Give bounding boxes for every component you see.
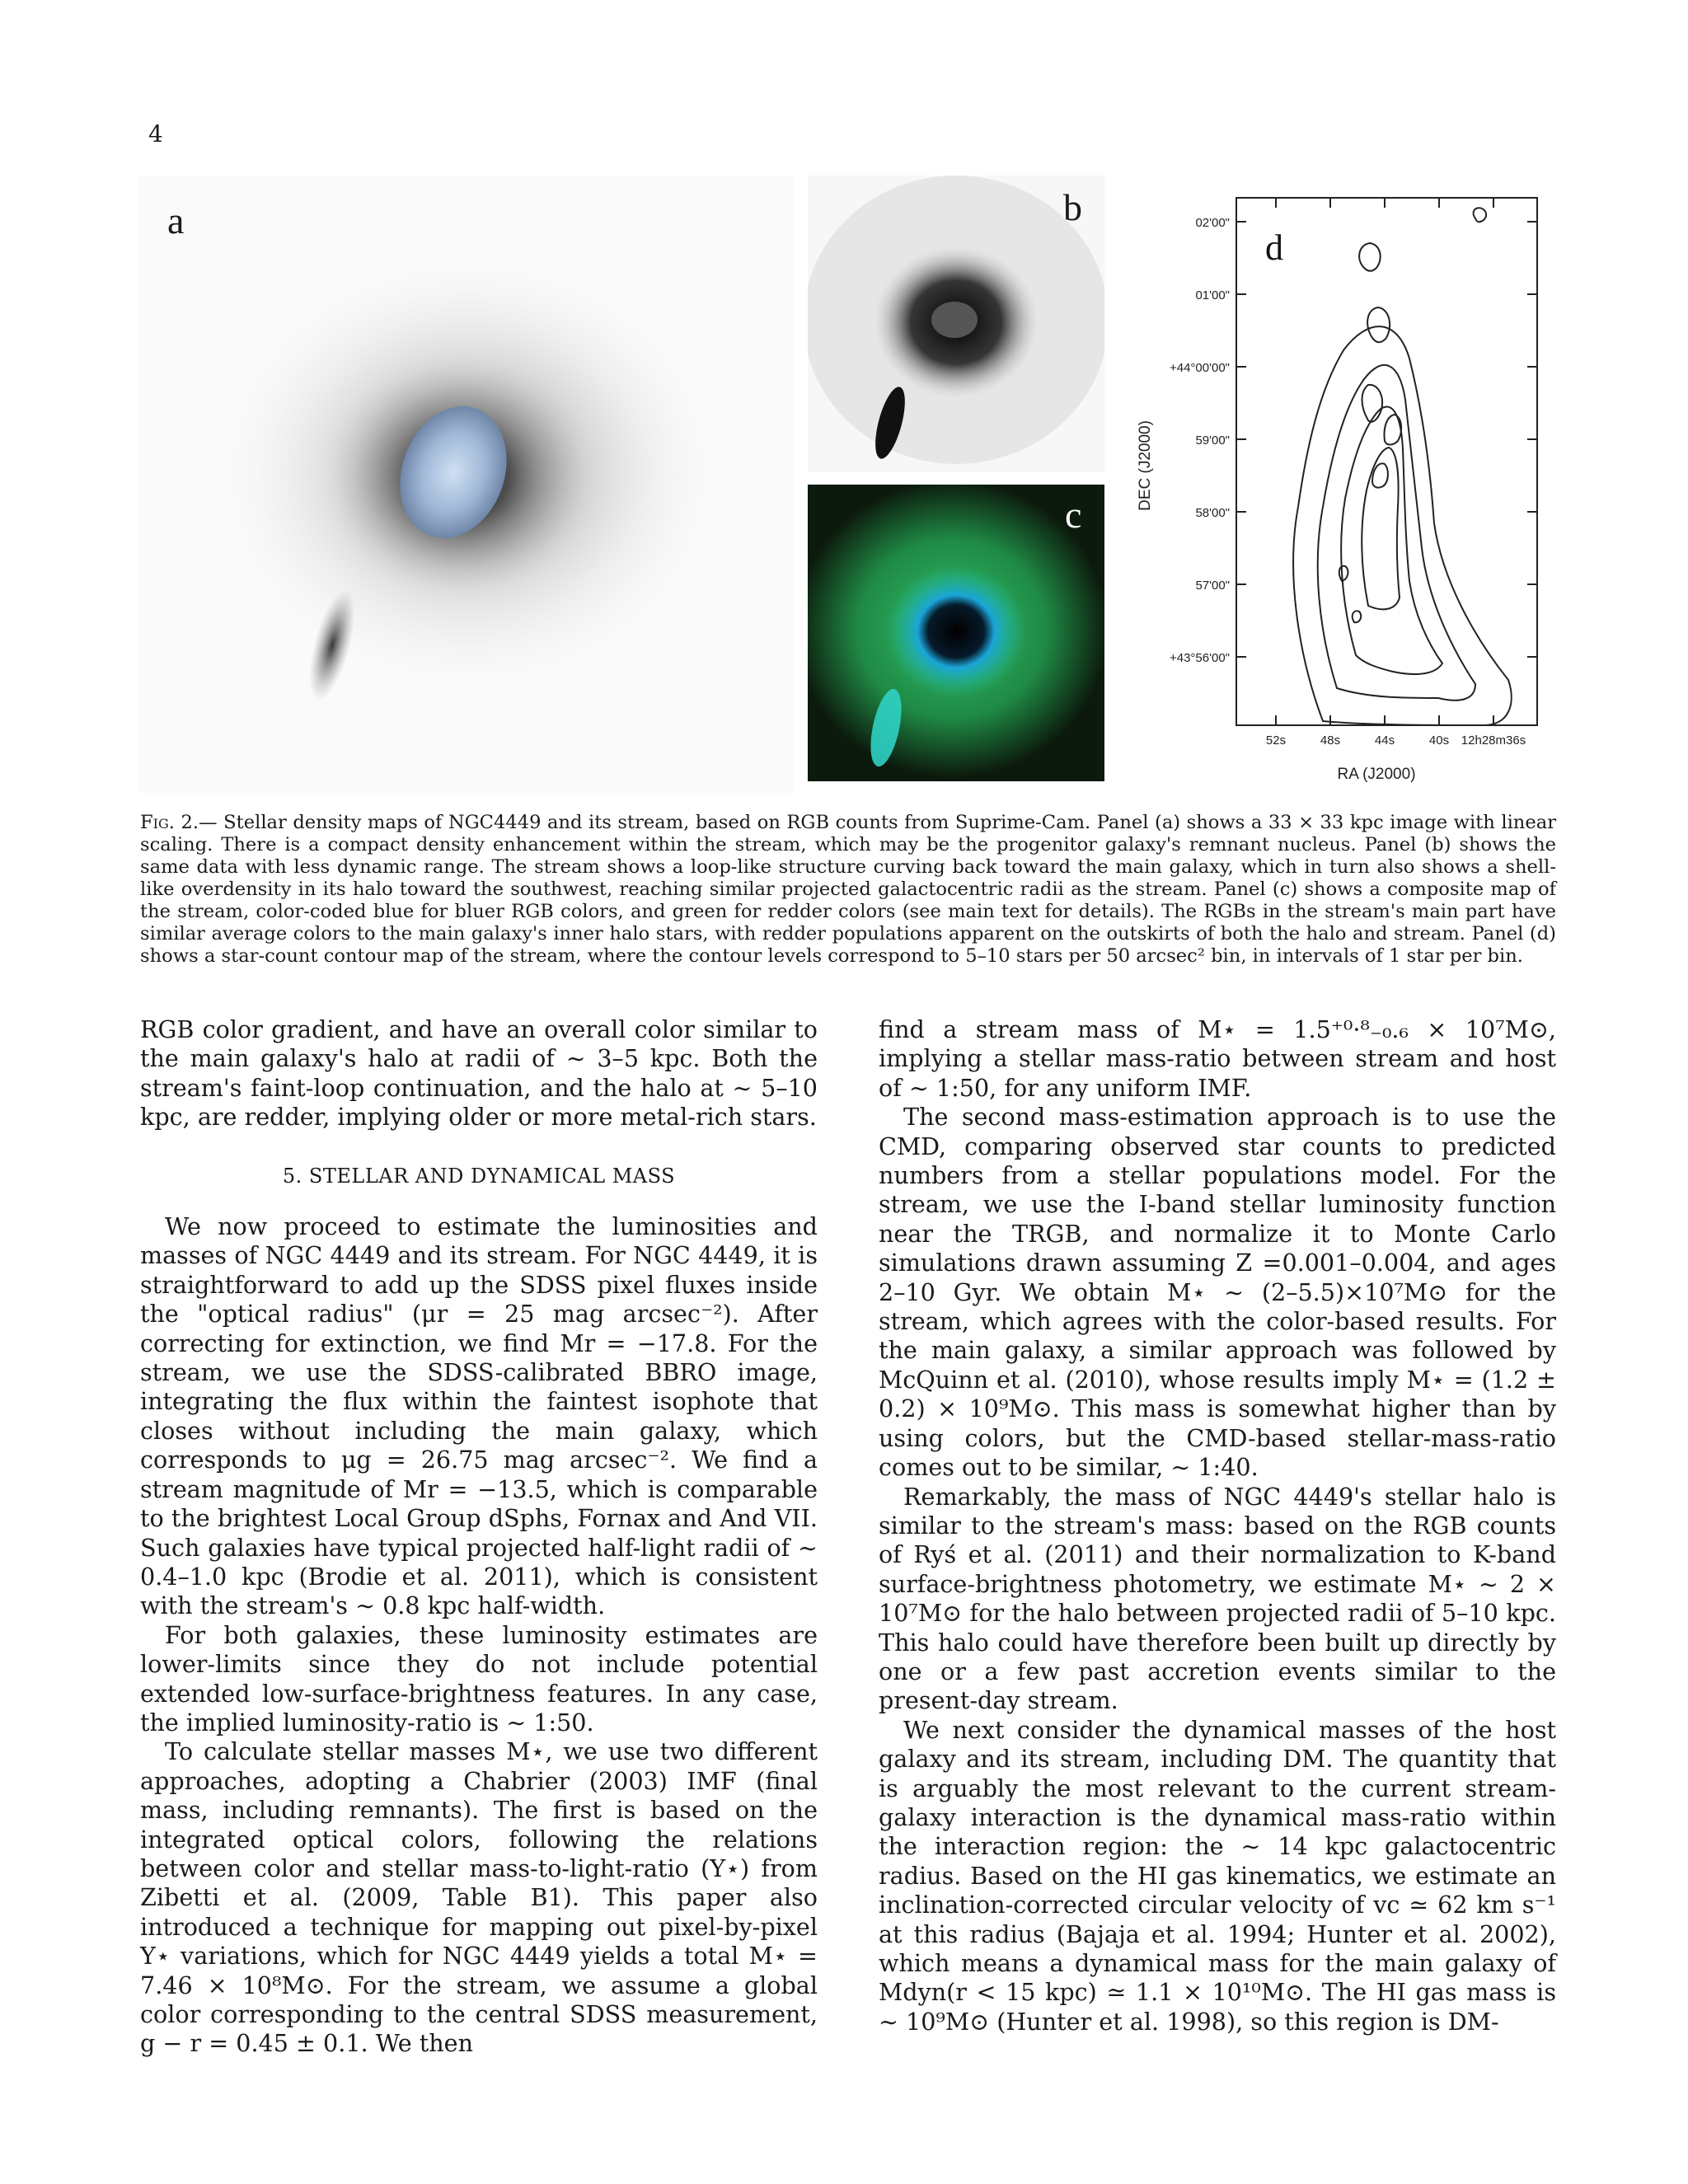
- paragraph: We next consider the dynamical masses of the host galaxy and its stream, including DM. The quantity that is arguably the most relevant to the current stream-galaxy interaction is the dynamical mass-ratio within the interaction region: the ∼ 14 kpc galactocentric radius. Based on the HI gas kinematics, we estimate an inclination-corrected circular velocity of vc ≃ 62 km s⁻¹ at this radius (Bajaja et al. 1994; Hunter et al. 2002), which means a dynamical mass for the main galaxy of Mdyn(r < 15 kpc) ≃ 1.1 × 10¹⁰M⊙. The HI gas mass is ∼ 10⁹M⊙ (Hunter et al. 1998), so this region is DM-: [879, 1715, 1556, 2036]
- caption-text: — Stellar density maps of NGC4449 and its stream, based on RGB counts from Suprime-Cam. Panel (a) shows a 33 × 33 kpc image with linear scaling. There is a compact density enhancement within the stream, which may be the progenitor galaxy's remnant nucleus. Panel (b) shows the same data with less dynamic range. The stream shows a loop-like structure curving back toward the main galaxy, which in turn also shows a shell-like overdensity in its halo toward the southwest, reaching similar projected galactocentric radii as the stream. Panel (c) shows a composite map of the stream, color-coded blue for bluer RGB colors, and green for redder colors (see main text for details). The RGBs in the stream's main part have similar average colors to the main galaxy's inner halo stars, with redder populations apparent on the outskirts of both the halo and stream. Panel (d) shows a star-count contour map of the stream, where the contour levels correspond to 5–10 stars per 50 arcsec² bin, in intervals of 1 star per bin.: [140, 812, 1556, 967]
- x-tick-label: 52s: [1265, 733, 1287, 748]
- left-column: [140, 1015, 818, 2059]
- y-axis-label: DEC (J2000): [1137, 420, 1154, 511]
- panel-d-plot: [1121, 194, 1550, 795]
- panel-b-letter: b: [1063, 186, 1082, 228]
- plot-frame: [1236, 198, 1537, 725]
- y-tick-label: 01'00": [1195, 288, 1230, 302]
- y-tick-label: 58'00": [1195, 506, 1230, 520]
- x-tick-label: 48s: [1320, 733, 1341, 748]
- y-tick-label: 02'00": [1195, 216, 1230, 230]
- page-number: 4: [148, 120, 163, 148]
- paragraph: find a stream mass of M⋆ = 1.5⁺⁰·⁸₋₀.₆ × 10⁷M⊙, implying a stellar mass-ratio between stream and host of ∼ 1:50, for any uniform IMF.: [879, 1015, 1556, 1102]
- x-axis-label: RA (J2000): [1337, 766, 1416, 783]
- paragraph: RGB color gradient, and have an overall color similar to the main galaxy's halo at radii of ∼ 3–5 kpc. Both the stream's faint-loop continuation, and the halo at ∼ 5–10 kpc, are redder, implying older or more metal-rich stars.: [140, 1015, 818, 1132]
- panel-b-image: [808, 176, 1104, 472]
- paragraph: We now proceed to estimate the luminosities and masses of NGC 4449 and its stream. For NGC 4449, it is straightforward to add up the SDSS pixel fluxes inside the "optical radius" (μr = 25 mag arcsec⁻²). After correcting for extinction, we find Mr = −17.8. For the stream, we use the SDSS-calibrated BBRO image, integrating the flux within the faintest isophote that closes without including the main galaxy, which corresponds to μg = 26.75 mag arcsec⁻². We find a stream magnitude of Mr = −13.5, which is comparable to the brightest Local Group dSphs, Fornax and And VII. Such galaxies have typical projected half-light radii of ∼ 0.4–1.0 kpc (Brodie et al. 2011), which is consistent with the stream's ∼ 0.8 kpc half-width.: [140, 1212, 818, 1620]
- right-column: [879, 1015, 1556, 2036]
- panel-c-composite-map: [808, 485, 1104, 781]
- paragraph: Remarkably, the mass of NGC 4449's stellar halo is similar to the stream's mass: based on the RGB counts of Ryś et al. (2011) and their normalization to K-band surface-brightness photometry, we estimate M⋆ ∼ 2 × 10⁷M⊙ for the halo between projected radii of 5–10 kpc. This halo could have therefore been built up directly by one or a few past accretion events similar to the present-day stream.: [879, 1482, 1556, 1715]
- figure-label: Fig. 2.: [140, 812, 199, 833]
- panel-a-density-map: [138, 176, 794, 793]
- paragraph: For both galaxies, these luminosity estimates are lower-limits since they do not include potential extended low-surface-brightness features. In any case, the implied luminosity-ratio is ∼ 1:50.: [140, 1620, 818, 1736]
- panel-c-image: [808, 485, 1104, 781]
- panel-c-letter: c: [1065, 494, 1082, 536]
- x-tick-label: 44s: [1374, 733, 1395, 748]
- y-tick-label: +44°00'00": [1169, 361, 1230, 375]
- panel-b-density-map: [808, 176, 1104, 472]
- x-tick-label: 40s: [1428, 733, 1450, 748]
- y-tick-label: 57'00": [1195, 579, 1230, 593]
- paragraph: The second mass-estimation approach is to use the CMD, comparing observed star counts to predicted numbers from a stellar populations model. For the stream, we use the I-band stellar luminosity function near the TRGB, and normalize it to Monte Carlo simulations drawn assuming Z =0.001–0.004, and ages 2–10 Gyr. We obtain M⋆ ∼ (2–5.5)×10⁷M⊙ for the stream, which agrees with the color-based results. For the main galaxy, a similar approach was followed by McQuinn et al. (2010), whose results imply M⋆ = (1.2 ± 0.2) × 10⁹M⊙. This mass is somewhat higher than by using colors, but the CMD-based stellar-mass-ratio comes out to be similar, ∼ 1:40.: [879, 1103, 1556, 1482]
- section-heading: 5. STELLAR AND DYNAMICAL MASS: [282, 1164, 676, 1188]
- panel-a-letter: a: [167, 199, 185, 241]
- contour-lines: [1293, 208, 1512, 725]
- figure-caption: [140, 812, 1556, 968]
- panel-a-image: [138, 176, 794, 793]
- paragraph: To calculate stellar masses M⋆, we use two different approaches, adopting a Chabrier (2003) IMF (final mass, including remnants). The first is based on the integrated optical colors, following the relations between color and stellar mass-to-light-ratio (Υ⋆) from Zibetti et al. (2009, Table B1). This paper also introduced a technique for mapping out pixel-by-pixel Υ⋆ variations, which for NGC 4449 yields a total M⋆ = 7.46 × 10⁸M⊙. For the stream, we assume a global color corresponding to the central SDSS measurement, g − r = 0.45 ± 0.1. We then: [140, 1737, 818, 2058]
- y-tick-label: 59'00": [1195, 434, 1230, 448]
- y-tick-label: +43°56'00": [1169, 651, 1230, 665]
- panel-d-letter: d: [1265, 227, 1283, 268]
- x-tick-label: 12h28m36s: [1461, 733, 1526, 748]
- panel-d-contour-map: [1121, 194, 1550, 795]
